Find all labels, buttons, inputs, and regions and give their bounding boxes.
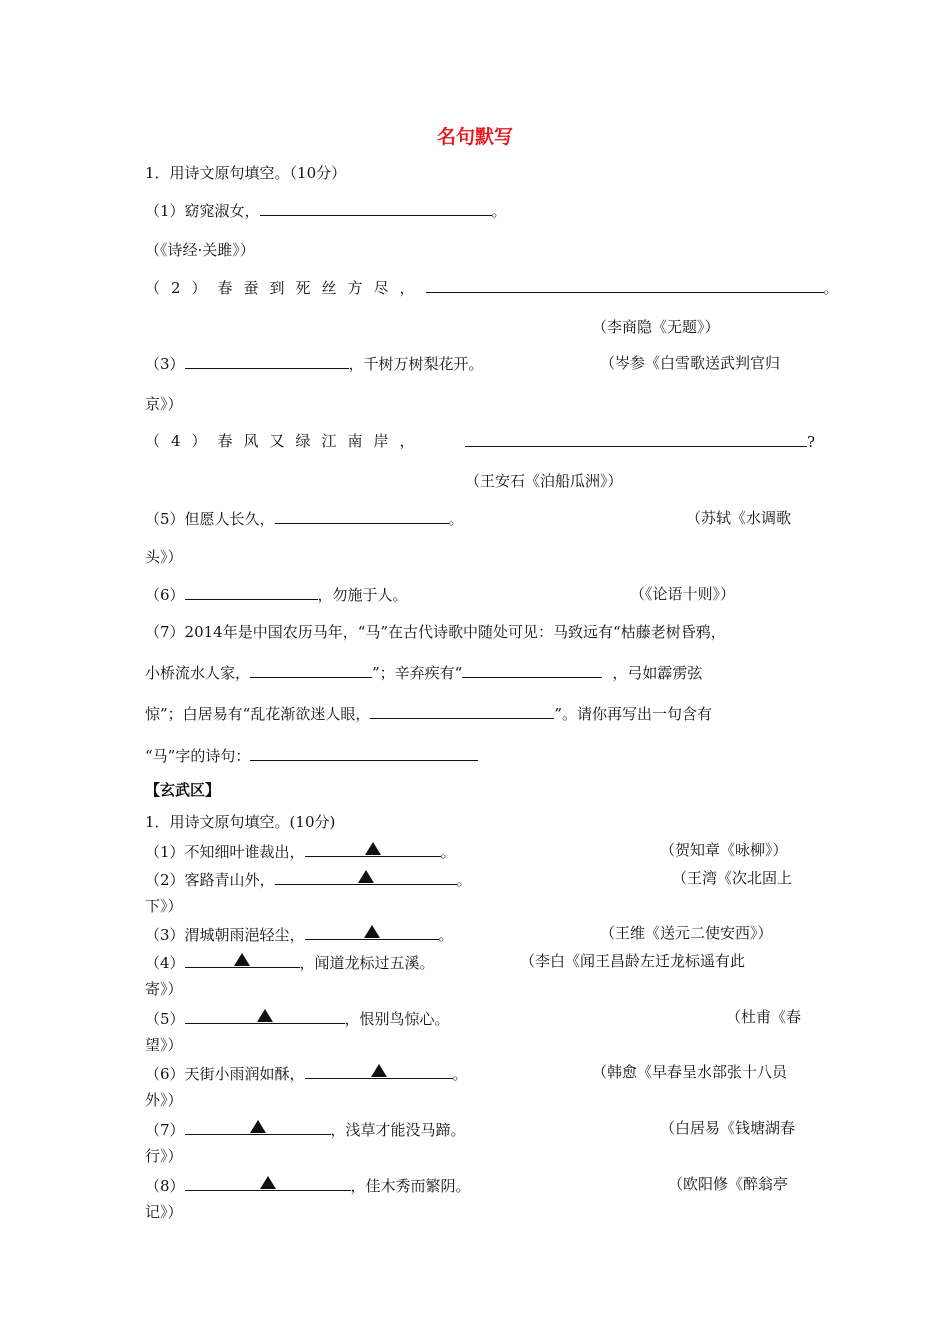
question-3 <box>145 353 484 374</box>
source-continued: 望》） <box>145 1036 183 1054</box>
question-number: （3） <box>145 355 185 373</box>
source-continued: 记》） <box>145 1203 183 1221</box>
triangle-icon <box>371 1064 387 1077</box>
question-7-line1: （7）2014年是中国农历马年，“马”在古代诗歌中随处可见：马致远有“枯藤老树昏鸦， <box>145 623 726 641</box>
source: （白居易《钱塘湖春 <box>660 1119 796 1137</box>
source: （王湾《次北固上 <box>672 869 793 887</box>
source-continued: 行》） <box>145 1147 183 1165</box>
answer-blank[interactable] <box>370 703 554 719</box>
triangle-icon <box>365 842 381 855</box>
source-continued: 京》） <box>145 395 183 413</box>
question-text: 小桥流水人家， <box>145 664 251 682</box>
question-heading: 1．用诗文原句填空。(10分) <box>145 813 336 831</box>
question-2 <box>145 277 839 298</box>
source: （王维《送元二使安西》） <box>600 924 773 942</box>
question-text: （6）天街小雨润如酥， <box>145 1065 305 1083</box>
triangle-icon <box>260 1176 276 1189</box>
question-text: （1）不知细叶谁裁出， <box>145 843 305 861</box>
source: （欧阳修《醉翁亭 <box>668 1175 789 1193</box>
triangle-icon <box>358 870 374 883</box>
answer-blank[interactable] <box>250 662 372 678</box>
answer-blank[interactable] <box>185 951 300 968</box>
fill-item <box>145 1062 468 1084</box>
question-text: （5）但愿人长久， <box>145 510 275 528</box>
answer-blank[interactable] <box>185 1007 345 1024</box>
question-4 <box>145 431 426 451</box>
answer-blank[interactable] <box>305 840 441 857</box>
question-text: 。 <box>438 926 454 944</box>
question-4-blank <box>465 431 815 452</box>
punctuation: 。 <box>491 202 507 220</box>
question-text: ，佳木秀而繁阴。 <box>350 1177 471 1195</box>
source-continued: 外》） <box>145 1091 183 1109</box>
answer-blank[interactable] <box>185 1174 351 1191</box>
punctuation: 。 <box>823 279 839 297</box>
answer-blank[interactable] <box>465 431 807 447</box>
source: （李白《闻王昌龄左迁龙标遥有此 <box>520 952 746 970</box>
question-text: （1）窈窕淑女， <box>145 202 260 220</box>
answer-blank[interactable] <box>185 1118 331 1135</box>
answer-blank[interactable] <box>260 200 492 216</box>
question-heading: 1．用诗文原句填空。（10分） <box>145 164 347 182</box>
fill-item <box>145 840 456 862</box>
question-text: （8） <box>145 1177 185 1195</box>
answer-blank[interactable] <box>426 277 824 293</box>
source: （韩愈《早春呈水部张十八员 <box>592 1063 788 1081</box>
answer-blank[interactable] <box>275 868 457 885</box>
source: （李商隐《无题》） <box>592 318 720 336</box>
answer-blank[interactable] <box>275 508 449 524</box>
question-text: （4） <box>145 954 185 972</box>
page-title: 名句默写 <box>436 126 513 148</box>
answer-blank[interactable] <box>305 923 439 940</box>
section-heading: 【玄武区】 <box>145 781 221 799</box>
source: （《论语十则》） <box>630 585 736 603</box>
question-7-line2 <box>145 662 702 683</box>
triangle-icon <box>250 1120 266 1133</box>
punctuation: 。 <box>448 510 464 528</box>
triangle-icon <box>234 953 250 966</box>
fill-item <box>145 951 435 973</box>
triangle-icon <box>257 1009 273 1022</box>
question-text: ，勿施于人。 <box>317 586 408 604</box>
source: （杜甫《春 <box>726 1008 802 1026</box>
source: （《诗经·关雎》） <box>145 241 255 259</box>
question-text: ”；辛弃疾有“ <box>372 664 463 682</box>
answer-blank[interactable] <box>185 584 318 600</box>
question-text: 。 <box>440 843 456 861</box>
question-text: （4）春风又绿江南岸， <box>145 432 426 450</box>
question-7-line4 <box>145 745 478 766</box>
question-text: ，浅草才能没马蹄。 <box>330 1121 466 1139</box>
answer-blank[interactable] <box>250 745 478 761</box>
source-continued: 寄》） <box>145 980 183 998</box>
question-5 <box>145 508 464 529</box>
punctuation: ? <box>807 433 816 451</box>
source: （王安石《泊船瓜洲》） <box>465 472 623 490</box>
question-text: 。 <box>456 871 472 889</box>
answer-blank[interactable] <box>185 353 349 369</box>
question-text: ，闻道龙标过五溪。 <box>299 954 435 972</box>
question-text: （2）客路青山外， <box>145 871 275 889</box>
source: （岑参《白雪歌送武判官归 <box>600 354 781 372</box>
question-text: ”。请你再写出一句含有 <box>554 705 713 723</box>
question-text: （3）渭城朝雨浥轻尘， <box>145 926 305 944</box>
question-6 <box>145 584 408 605</box>
source-continued: 下》） <box>145 897 183 915</box>
question-text: （5） <box>145 1010 185 1028</box>
fill-item <box>145 868 472 890</box>
question-text: ，千树万树梨花开。 <box>348 355 484 373</box>
question-text: 。 <box>452 1065 468 1083</box>
source-continued: 头》） <box>145 548 183 566</box>
fill-item <box>145 1118 466 1140</box>
question-text: ，弓如霹雳弦 <box>612 664 703 682</box>
answer-blank[interactable] <box>462 662 602 678</box>
question-text: ，恨别鸟惊心。 <box>344 1010 450 1028</box>
answer-blank[interactable] <box>305 1062 453 1079</box>
fill-item <box>145 1007 450 1029</box>
source: （贺知章《咏柳》） <box>660 841 788 859</box>
source: （苏轼《水调歌 <box>686 509 792 527</box>
question-text: “马”字的诗句： <box>145 747 251 765</box>
question-7-line3 <box>145 703 712 724</box>
question-number: （6） <box>145 586 185 604</box>
question-text: 惊”；白居易有“乱花渐欲迷人眼， <box>145 705 371 723</box>
fill-item <box>145 923 454 945</box>
question-text: （7） <box>145 1121 185 1139</box>
question-text: （2）春蚕到死丝方尽， <box>145 279 426 297</box>
fill-item <box>145 1174 471 1196</box>
triangle-icon <box>364 925 380 938</box>
question-1 <box>145 200 507 221</box>
